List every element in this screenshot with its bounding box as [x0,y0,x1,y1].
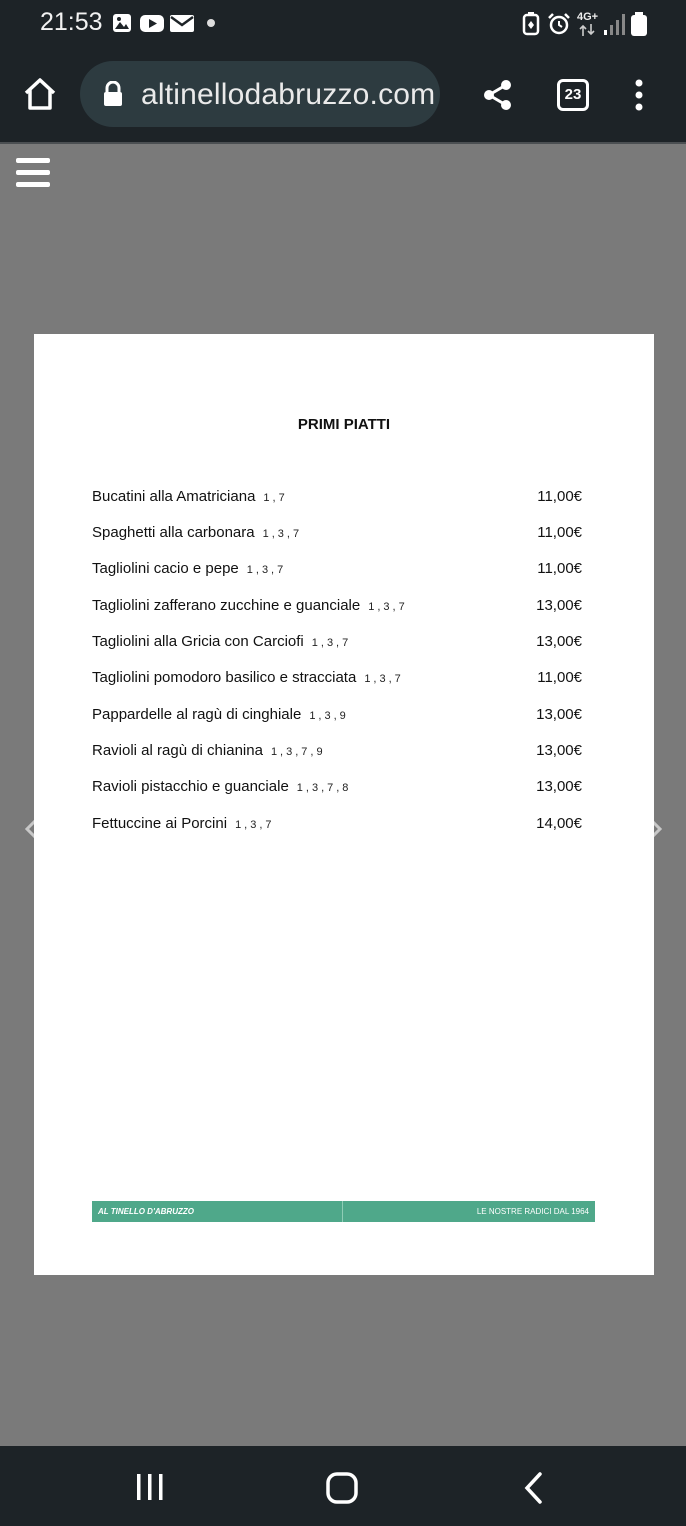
dish-name: Tagliolini zafferano zucchine e guanciale [92,597,361,614]
home-button-icon[interactable] [325,1471,359,1505]
dish-allergens: 1,3,7 [311,637,352,649]
data-arrows-icon [578,24,596,36]
status-time: 21:53 [40,8,103,36]
page-title: PRIMI PIATTI [297,416,391,433]
mail-icon [169,12,195,34]
menu-hamburger-icon[interactable] [16,156,50,188]
dish-allergens: 1,7 [263,492,288,504]
dish-price: 13,00€ [536,633,582,650]
dish-price: 11,00€ [537,488,582,505]
menu-item [92,669,582,691]
dish-price: 13,00€ [536,742,582,759]
menu-item [92,597,582,619]
menu-item [92,778,582,800]
back-icon[interactable] [522,1472,546,1504]
menu-item [92,633,582,655]
alarm-icon [547,12,571,36]
battery-icon [630,12,648,38]
footer-divider [342,1201,343,1222]
home-icon[interactable] [22,76,58,112]
dish-price: 11,00€ [537,524,582,541]
dish-name: Fettuccine ai Porcini [92,815,228,832]
dish-allergens: 1,3,7 [246,564,287,576]
menu-item [92,524,582,546]
dish-price: 11,00€ [537,669,582,686]
menu-item [92,488,582,510]
dish-name: Ravioli pistacchio e guanciale [92,778,289,795]
footer-restaurant-name: AL TINELLO D'ABRUZZO [98,1207,194,1216]
dish-price: 13,00€ [536,778,582,795]
dish-price: 14,00€ [536,815,582,832]
dish-name: Ravioli al ragù di chianina [92,742,263,759]
dish-allergens: 1,3,7,8 [296,782,352,794]
dish-price: 11,00€ [537,560,582,577]
dish-name: Pappardelle al ragù di cinghiale [92,706,302,723]
menu-footer-band [92,1201,595,1222]
recent-apps-icon[interactable] [134,1472,166,1502]
network-type: 4G+ [577,11,599,23]
address-bar[interactable] [80,61,440,127]
more-icon[interactable] [633,78,645,112]
dish-name: Tagliolini pomodoro basilico e stracciata [92,669,357,686]
image-icon [111,12,133,34]
menu-document [34,334,654,1275]
dish-allergens: 1,3,9 [309,710,349,722]
youtube-icon [139,12,165,34]
dish-allergens: 1,3,7,9 [270,746,326,758]
menu-item [92,706,582,728]
dish-name: Spaghetti alla carbonara [92,524,255,541]
menu-item [92,742,582,764]
dish-allergens: 1,3,7 [368,601,408,613]
system-navigation-bar [0,1446,686,1526]
dish-price: 13,00€ [536,706,582,723]
status-bar [0,0,686,48]
menu-item [92,815,582,837]
dish-name: Tagliolini cacio e pepe [92,560,239,577]
dish-allergens: 1,3,7 [262,528,303,540]
signal-icon [603,12,625,36]
tabs-button[interactable]: 23 [557,79,589,111]
share-icon[interactable] [482,78,514,112]
dish-allergens: 1,3,7 [235,819,275,831]
notification-dot [207,19,215,27]
dish-name: Bucatini alla Amatriciana [92,488,256,505]
url-text: altinellodabruzzo.com [141,78,436,111]
menu-item [92,560,582,582]
battery-saver-icon [521,12,541,36]
dish-name: Tagliolini alla Gricia con Carciofi [92,633,304,650]
footer-tagline: LE NOSTRE RADICI DAL 1964 [476,1207,589,1216]
lock-icon [102,81,124,107]
dish-allergens: 1,3,7 [364,673,404,685]
browser-toolbar [0,48,686,144]
dish-price: 13,00€ [536,597,582,614]
